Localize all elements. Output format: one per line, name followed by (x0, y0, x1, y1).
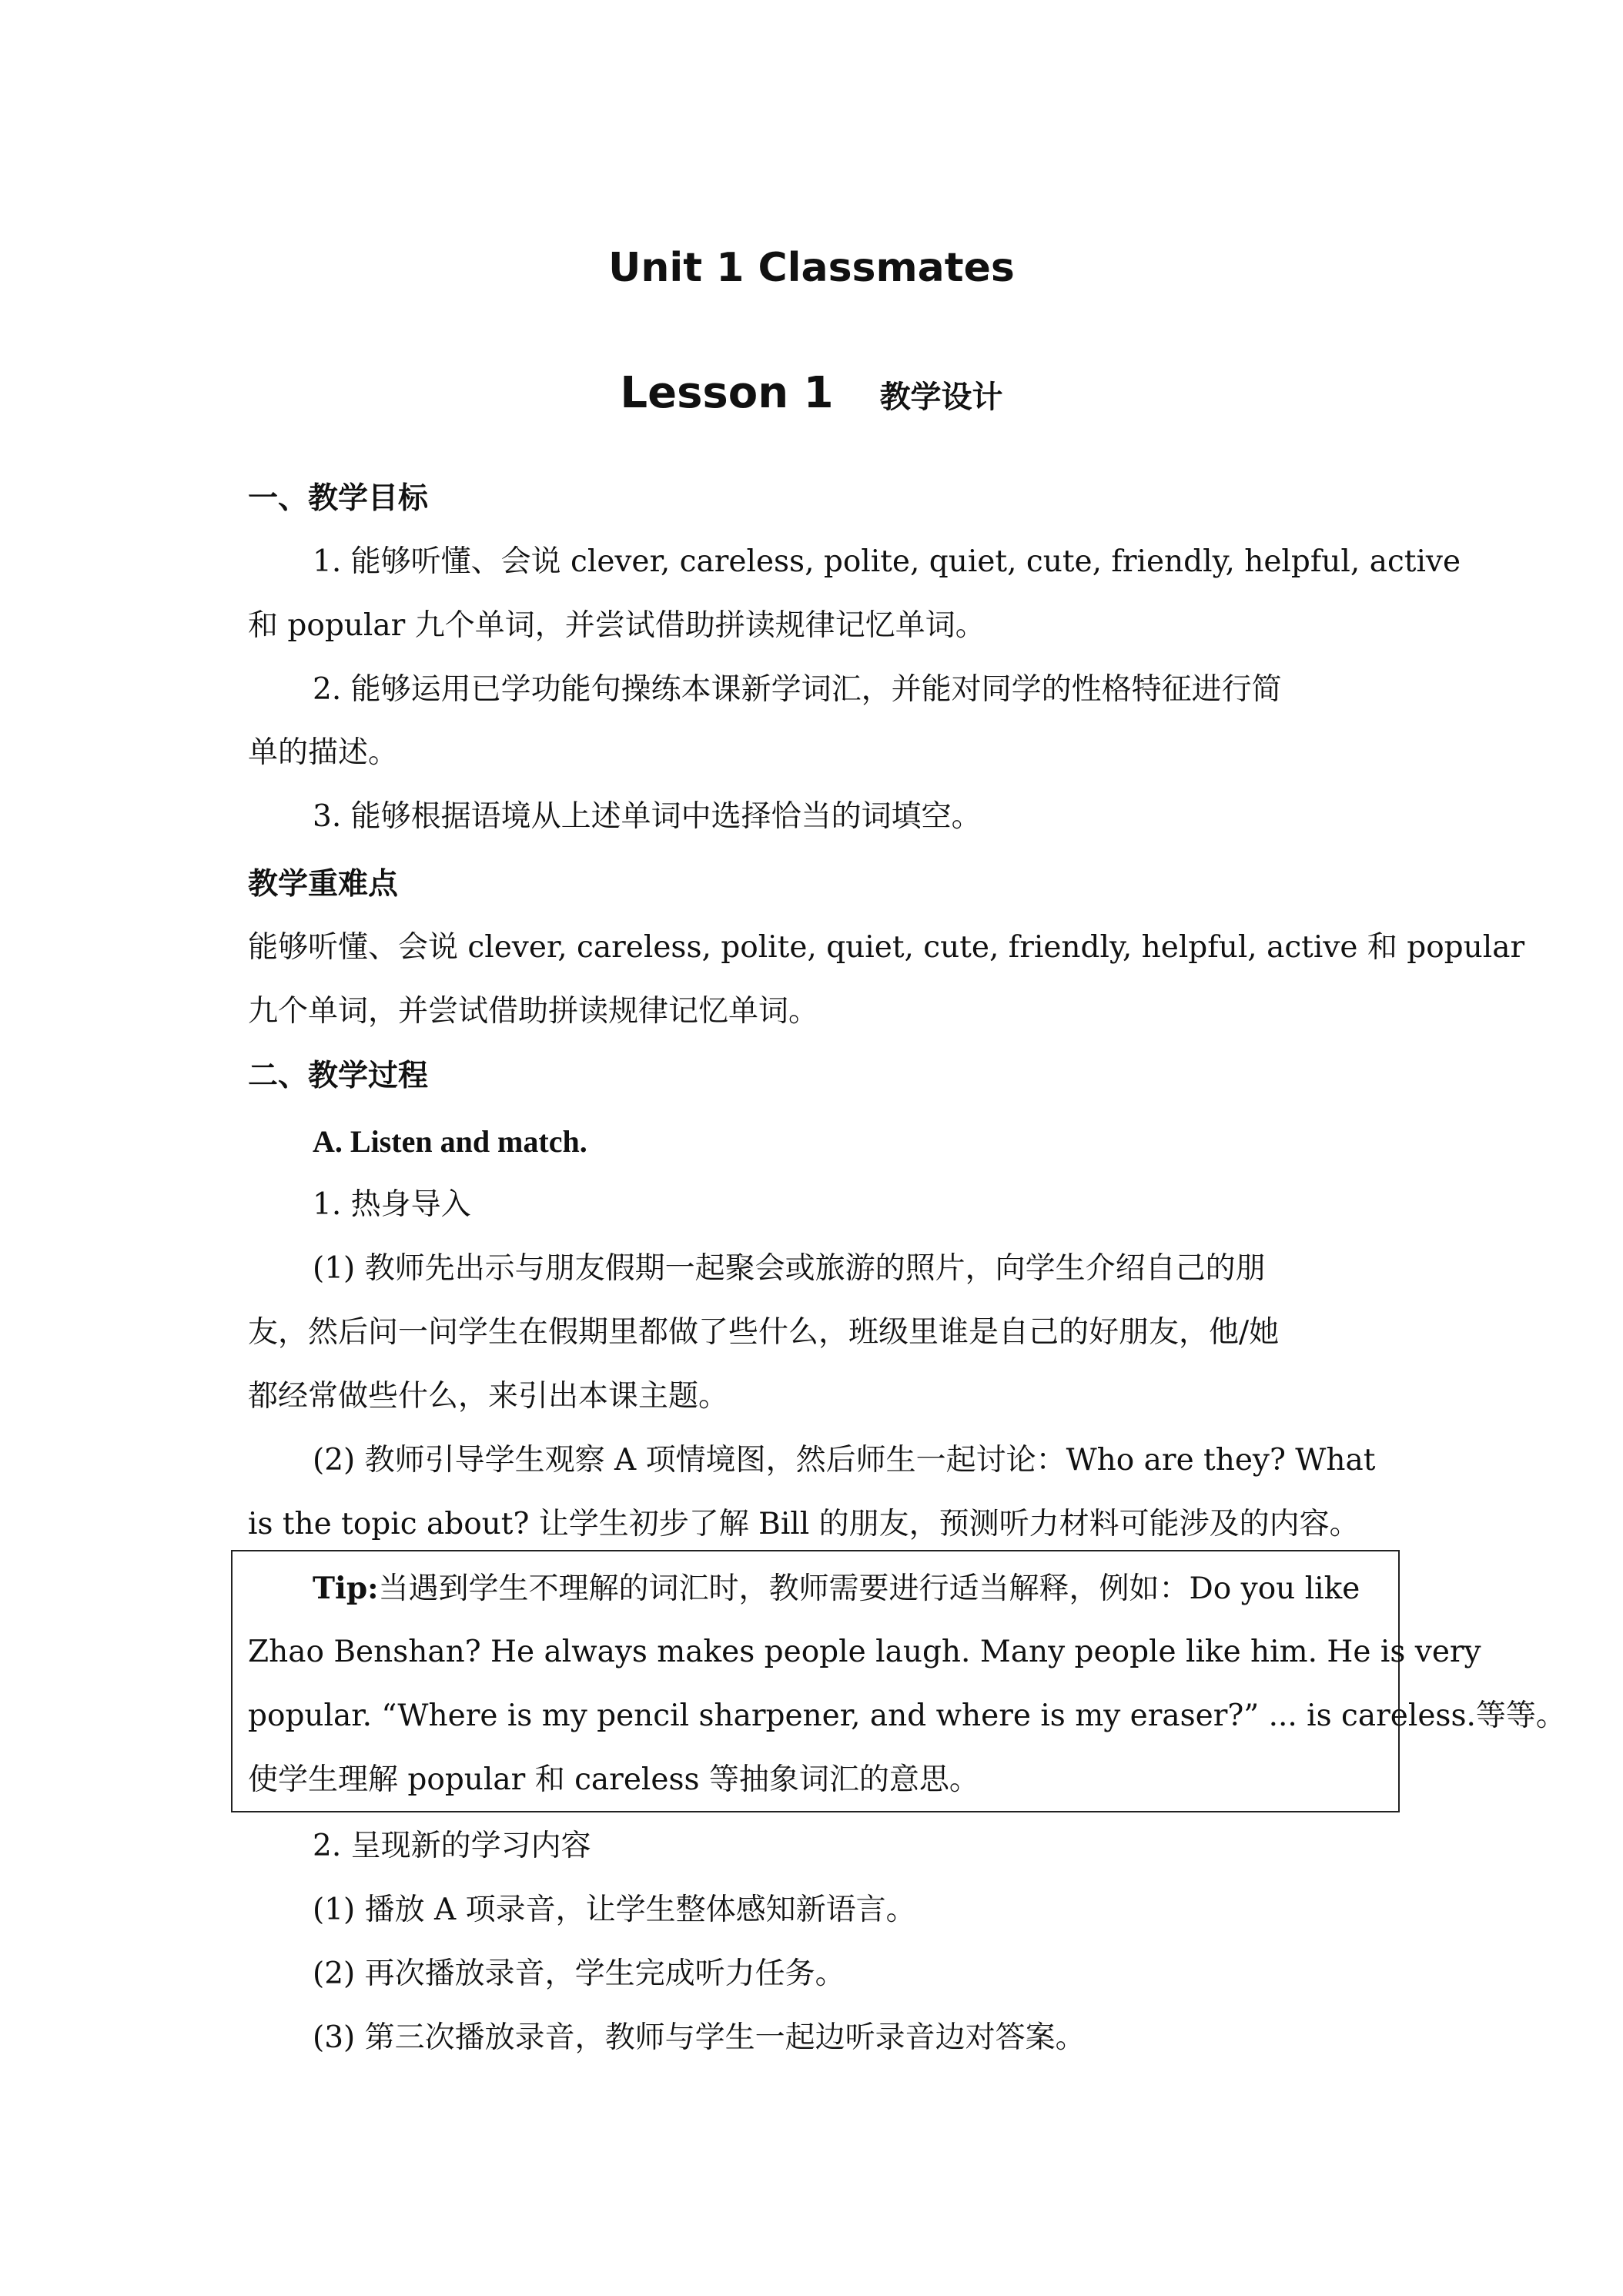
step-1-para-2-line-2: is the topic about? 让学生初步了解 Bill 的朋友，预测听力材料可能涉及的内容。 (248, 1507, 1360, 1541)
step-2-item-2: (2) 再次播放录音，学生完成听力任务。 (313, 1956, 845, 1991)
tip-line-4: 使学生理解 popular 和 careless 等抽象词汇的意思。 (248, 1762, 979, 1797)
tip-line-2: Zhao Benshan? He always makes people laugh. Many people like him. He is very (248, 1635, 1481, 1669)
goal-2-line-2: 单的描述。 (248, 735, 399, 770)
lesson-title-en: Lesson 1 (620, 368, 834, 418)
goal-2-line-1: 2. 能够运用已学功能句操练本课新学词汇，并能对同学的性格特征进行简 (313, 672, 1282, 707)
step-2-heading: 2. 呈现新的学习内容 (313, 1829, 591, 1863)
goal-1-line-1: 1. 能够听懂、会说 clever, careless, polite, quiet, cute, friendly, helpful, active (313, 544, 1461, 579)
tip-line-1-text: 当遇到学生不理解的词汇时，教师需要进行适当解释，例如：Do you like (378, 1571, 1360, 1606)
step-1-heading: 1. 热身导入 (313, 1187, 471, 1222)
key-points-heading: 教学重难点 (248, 867, 399, 902)
process-heading: 二、教学过程 (248, 1059, 429, 1093)
key-points-line-1: 能够听懂、会说 clever, careless, polite, quiet, cute, friendly, helpful, active 和 popular (248, 930, 1525, 965)
step-2-item-3: (3) 第三次播放录音，教师与学生一起边听录音边对答案。 (313, 2020, 1086, 2055)
goals-heading: 一、教学目标 (248, 481, 429, 516)
section-a-heading: A. Listen and match. (313, 1124, 587, 1159)
step-1-para-2-line-1: (2) 教师引导学生观察 A 项情境图，然后师生一起讨论：Who are they? What (313, 1443, 1376, 1478)
step-1-para-1-line-2: 友，然后问一问学生在假期里都做了些什么，班级里谁是自己的好朋友，他/她 (248, 1315, 1280, 1350)
document-title: Unit 1 Classmates (608, 245, 1015, 291)
lesson-title (0, 368, 1623, 418)
tip-line-3: popular. “Where is my pencil sharpener, and where is my eraser?” ... is careless.等等。 (248, 1699, 1566, 1733)
goal-1-line-2: 和 popular 九个单词，并尝试借助拼读规律记忆单词。 (248, 608, 986, 643)
key-points-line-2: 九个单词，并尝试借助拼读规律记忆单词。 (248, 994, 819, 1029)
goal-3: 3. 能够根据语境从上述单词中选择恰当的词填空。 (313, 799, 982, 834)
step-2-item-1: (1) 播放 A 项录音，让学生整体感知新语言。 (313, 1893, 916, 1927)
tip-label: Tip: (313, 1571, 379, 1606)
step-1-para-1-line-1: (1) 教师先出示与朋友假期一起聚会或旅游的照片，向学生介绍自己的朋 (313, 1251, 1266, 1286)
lesson-title-cn: 教学设计 (879, 380, 1003, 415)
step-1-para-1-line-3: 都经常做些什么，来引出本课主题。 (248, 1379, 729, 1414)
tip-line-1 (313, 1567, 1387, 1611)
